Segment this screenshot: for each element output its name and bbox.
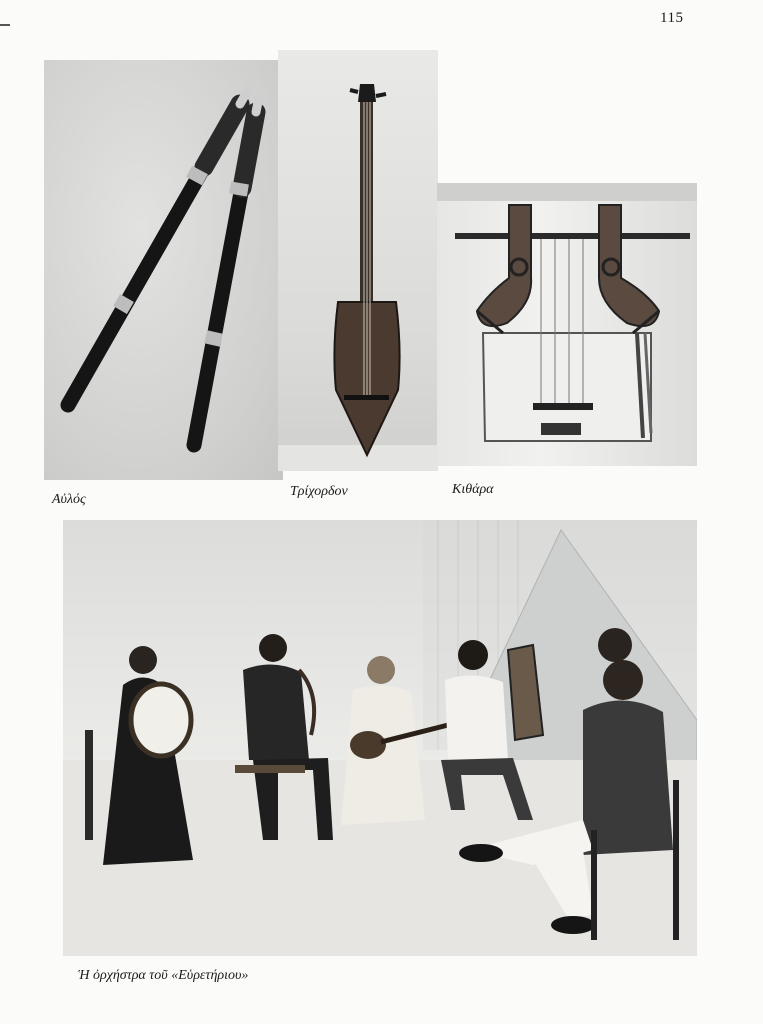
aulos-pipe-left — [68, 90, 248, 405]
page-number: 115 — [660, 10, 684, 26]
caption-orchestra: Ἡ ὀρχήστρα τοῦ «Εὑρετήριου» — [78, 968, 249, 983]
trichordon-illustration — [278, 50, 438, 471]
scan-edge-mark — [0, 24, 10, 26]
photo-aulos — [44, 60, 283, 480]
orchestra-illustration — [63, 520, 697, 956]
photo-trichordon — [278, 50, 438, 471]
caption-aulos: Αὐλός — [52, 492, 86, 507]
aulos-illustration — [44, 60, 283, 480]
photo-orchestra — [63, 520, 697, 956]
photo-kithara — [437, 183, 697, 466]
caption-kithara: Κιθάρα — [452, 482, 494, 497]
kithara-illustration — [437, 183, 697, 466]
caption-trichordon: Τρίχορδον — [290, 484, 348, 499]
